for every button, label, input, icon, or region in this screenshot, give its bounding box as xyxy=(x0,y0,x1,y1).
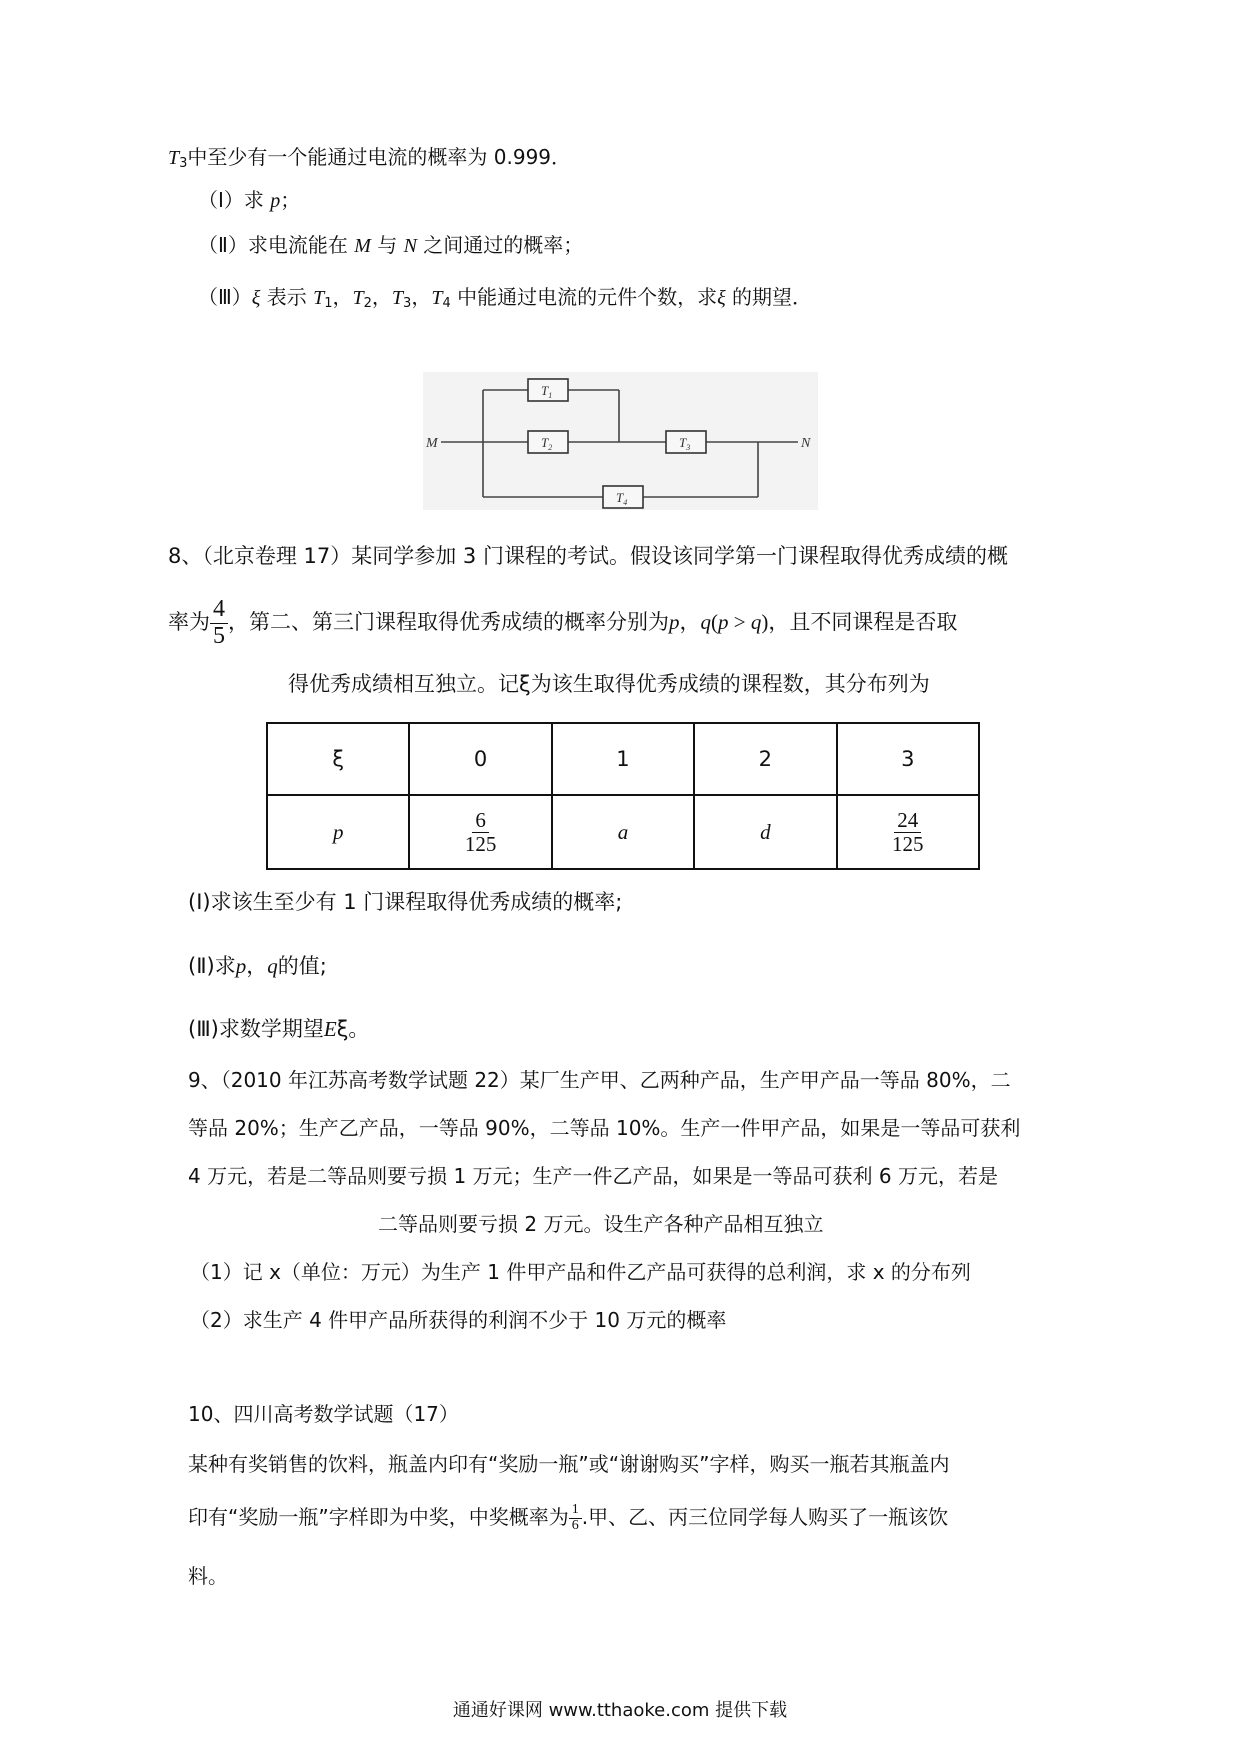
q8-part3: (Ⅲ)求数学期望Eξ。 xyxy=(188,1017,370,1041)
circuit-diagram xyxy=(423,372,818,510)
table-cell: 0 xyxy=(409,723,551,795)
fraction-4-5: $\frac{4}{5}$ xyxy=(210,597,228,648)
svg-text:T4: $T_4$ xyxy=(616,490,628,507)
q10-title: 10、四川高考数学试题（17） xyxy=(188,1402,459,1426)
svg-text:T2: $T_2$ xyxy=(541,435,553,452)
q7-part2: （Ⅱ）求电流能在 M 与 N 之间通过的概率； xyxy=(198,233,584,257)
table-cell: $\frac{6}{125}$ xyxy=(409,795,551,869)
page-footer: 通通好课网 www.tthaoke.com 提供下载 xyxy=(452,1700,788,1721)
table-header-row xyxy=(267,723,979,795)
q8-line3: 得优秀成绩相互独立。记ξ为该生取得优秀成绩的课程数，其分布列为 xyxy=(288,672,930,696)
q7-part1: （Ⅰ）求 p； xyxy=(198,188,301,212)
table-row xyxy=(267,795,979,869)
q9-line3: 4 万元，若是二等品则要亏损 1 万元；生产一件乙产品，如果是一等品可获利 6 万元，若是 xyxy=(188,1164,998,1188)
distribution-table xyxy=(266,722,980,870)
q10-line1: 某种有奖销售的饮料，瓶盖内印有“奖励一瓶”或“谢谢购买”字样，购买一瓶若其瓶盖内 xyxy=(188,1452,950,1476)
q10-line2: 印有“奖励一瓶”字样即为中奖，中奖概率为 $\frac{1}{6}$ .甲、乙、丙三位同学每人购买了一瓶该饮 xyxy=(188,1502,949,1533)
q9-line4: 二等品则要亏损 2 万元。设生产各种产品相互独立 xyxy=(378,1212,824,1236)
q9-part2: （2）求生产 4 件甲产品所获得的利润不少于 10 万元的概率 xyxy=(190,1308,727,1332)
q9-line2: 等品 20%；生产乙产品，一等品 90%，二等品 10%。生产一件甲产品，如果是一等品可获利 xyxy=(188,1116,1021,1140)
q8-part1: (Ⅰ)求该生至少有 1 门课程取得优秀成绩的概率; xyxy=(188,890,623,914)
q9-part1: （1）记 x（单位：万元）为生产 1 件甲产品和件乙产品可获得的总利润，求 x 的分布列 xyxy=(190,1260,971,1284)
table-cell: $\frac{24}{125}$ xyxy=(837,795,979,869)
q8-line2: 率为 $\frac{4}{5}$ ，第二、第三门课程取得优秀成绩的概率分别为p，q(p > q)，且不同课程是否取 xyxy=(168,596,958,649)
table-cell: a xyxy=(552,795,694,869)
q7-intro: $T_3$中至少有一个能通过电流的概率为 0.999． xyxy=(168,145,572,171)
table-cell: p xyxy=(267,795,409,869)
table-cell: ξ xyxy=(267,723,409,795)
q10-line3: 料。 xyxy=(188,1564,228,1588)
fraction-1-6: $\frac{1}{6}$ xyxy=(569,1503,582,1533)
node-m: M xyxy=(426,436,438,451)
table-cell: 3 xyxy=(837,723,979,795)
table-cell: 2 xyxy=(694,723,836,795)
q7-part3: （Ⅲ）ξ 表示 $T_1$，$T_2$，$T_3$，$T_4$ 中能通过电流的元件个数，求ξ 的期望． xyxy=(198,285,813,311)
q9-line1: 9、（2010 年江苏高考数学试题 22）某厂生产甲、乙两种产品，生产甲产品一等品 80%，二 xyxy=(188,1068,1011,1092)
svg-text:T1: $T_1$ xyxy=(541,383,553,400)
table-cell: d xyxy=(694,795,836,869)
table-cell: 1 xyxy=(552,723,694,795)
node-n: N xyxy=(801,436,811,451)
q8-part2: (Ⅱ)求p，q的值; xyxy=(188,954,327,978)
q8-line1: 8、（北京卷理 17）某同学参加 3 门课程的考试。假设该同学第一门课程取得优秀成绩的概 xyxy=(168,544,1008,568)
svg-text:T3: $T_3$ xyxy=(679,435,691,452)
